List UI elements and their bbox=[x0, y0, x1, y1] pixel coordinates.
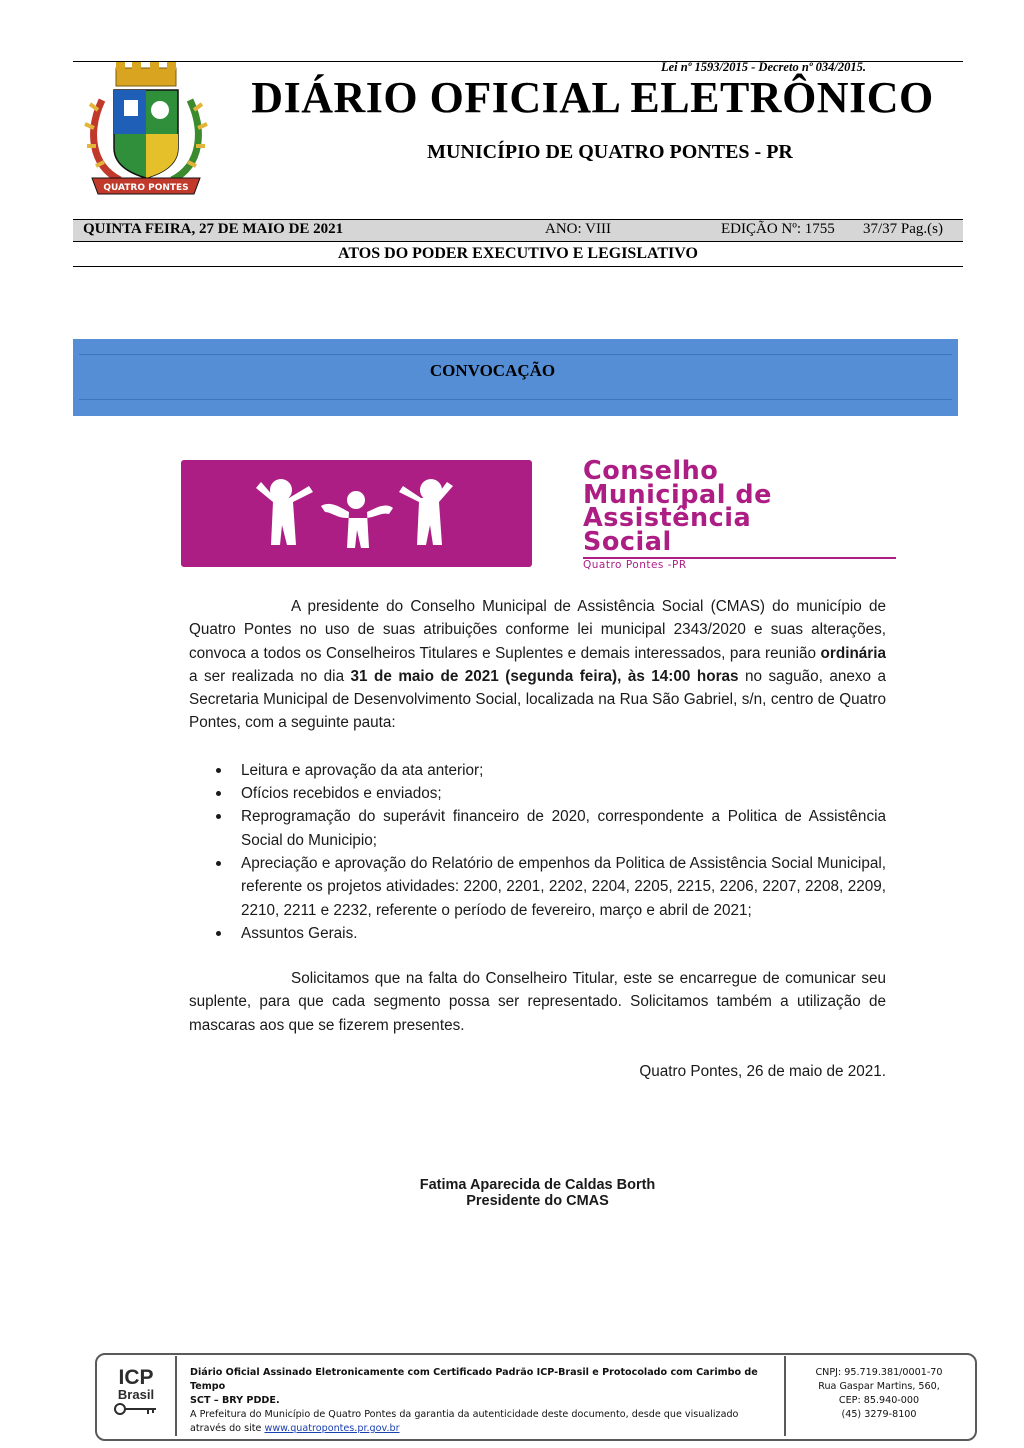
footer-contact bbox=[790, 1366, 968, 1422]
intro-text: A presidente do Conselho Municipal de Assistência Social (CMAS) do município de Quatro Pontes no uso de suas atribuições conforme lei municipal 2343/2020 e suas alterações, convoca a todos os Conselheiros Titulares e Suplentes e demais interessados, para reunião bbox=[189, 598, 886, 662]
meeting-type: ordinária bbox=[820, 644, 886, 662]
municipality-site-link[interactable]: www.quatropontes.pr.gov.br bbox=[264, 1423, 400, 1434]
footer-line bbox=[190, 1422, 780, 1436]
agenda-item: Ofícios recebidos e enviados; bbox=[241, 782, 886, 805]
edition-year: ANO: VIII bbox=[545, 221, 611, 237]
cnpj: CNPJ: 95.719.381/0001-70 bbox=[815, 1367, 943, 1378]
law-reference: Lei nº 1593/2015 - Decreto nº 034/2015. bbox=[660, 60, 866, 74]
footer-certification-text bbox=[190, 1366, 780, 1436]
council-name-line: Conselho bbox=[583, 456, 719, 486]
agenda-item: Leitura e aprovação da ata anterior; bbox=[241, 759, 886, 782]
convocation-body bbox=[189, 595, 886, 1083]
key-icon bbox=[112, 1402, 160, 1416]
edition-date: QUINTA FEIRA, 27 DE MAIO DE 2021 bbox=[83, 221, 344, 237]
icp-logo-text: Brasil bbox=[117, 1387, 155, 1402]
people-holding-hands-icon bbox=[181, 460, 532, 567]
footer-divider bbox=[784, 1356, 786, 1436]
footer-line-prefix: através do site bbox=[190, 1423, 265, 1434]
signer-role: Presidente do CMAS bbox=[466, 1192, 609, 1209]
section-heading: ATOS DO PODER EXECUTIVO E LEGISLATIVO bbox=[338, 245, 698, 262]
closing-paragraph: Solicitamos que na falta do Conselheiro Titular, este se encarregue de comunicar seu suplente, para que cada segmento possa ser representado. Solicitamos também a utilização de mascaras aos que se fizerem presentes. bbox=[189, 970, 886, 1034]
meeting-datetime: 31 de maio de 2021 (segunda feira), às 14:00 horas bbox=[350, 667, 739, 685]
municipality-subtitle: MUNICÍPIO DE QUATRO PONTES - PR bbox=[427, 141, 793, 163]
cep: CEP: 85.940-000 bbox=[838, 1395, 920, 1406]
page-count: 37/37 Pag.(s) bbox=[863, 221, 943, 237]
signer-name: Fatima Aparecida de Caldas Borth bbox=[419, 1177, 656, 1193]
signature-block bbox=[189, 1178, 886, 1209]
council-subtitle: Quatro Pontes -PR bbox=[583, 559, 687, 571]
icp-logo-text: ICP bbox=[118, 1366, 154, 1389]
icp-brasil-logo bbox=[112, 1368, 160, 1419]
intro-paragraph bbox=[189, 595, 886, 735]
footer-line: SCT – BRY PDDE. bbox=[190, 1395, 280, 1406]
council-name bbox=[583, 456, 923, 557]
intro-text: no saguão, anexo a Secretaria Municipal de Desenvolvimento Social, localizada na Rua São Gabriel, s/n, centro de Quatro Pontes, com a seguinte pauta: bbox=[189, 667, 887, 732]
council-name-line: Assistência bbox=[583, 503, 752, 533]
footer-line: A Prefeitura do Município de Quatro Pontes da garantia da autenticidade deste documento, desde que visualizado bbox=[190, 1409, 739, 1420]
agenda-item: Reprogramação do superávit financeiro de 2020, correspondente a Politica de Assistência Social do Municipio; bbox=[241, 805, 886, 852]
agenda-list bbox=[189, 759, 886, 945]
edition-info-bar bbox=[73, 219, 963, 242]
municipal-crest-icon bbox=[80, 60, 212, 198]
footer-line: Diário Oficial Assinado Eletronicamente com Certificado Padrão ICP-Brasil e Protocolado com Carimbo de Tempo bbox=[190, 1367, 758, 1392]
footer-divider bbox=[175, 1356, 177, 1436]
address: Rua Gaspar Martins, 560, bbox=[818, 1381, 940, 1392]
edition-number: EDIÇÃO Nº: 1755 bbox=[721, 221, 835, 237]
crest-label: QUATRO PONTES bbox=[103, 183, 189, 193]
page-title: DIÁRIO OFICIAL ELETRÔNICO bbox=[251, 73, 934, 122]
council-name-line: Municipal de bbox=[583, 479, 772, 510]
agenda-item: Apreciação e aprovação do Relatório de empenhos da Politica de Assistência Social Municipal, referente os projetos atividades: 2200, 2201, 2202, 2204, 2205, 2215, 2206, 2207, 2208, 2209, 2210, 2211 e 2232, referente o período de fevereiro, março e abril de 2021; bbox=[241, 852, 886, 922]
intro-text: a ser realizada no dia bbox=[189, 667, 351, 685]
council-logo-box bbox=[181, 460, 532, 567]
council-name-line: Social bbox=[583, 526, 672, 557]
place-date: Quatro Pontes, 26 de maio de 2021. bbox=[639, 1063, 886, 1081]
agenda-item: Assuntos Gerais. bbox=[241, 922, 886, 945]
section-rule bbox=[73, 266, 963, 267]
banner-title: CONVOCAÇÃO bbox=[429, 361, 556, 380]
phone: (45) 3279-8100 bbox=[841, 1409, 917, 1420]
